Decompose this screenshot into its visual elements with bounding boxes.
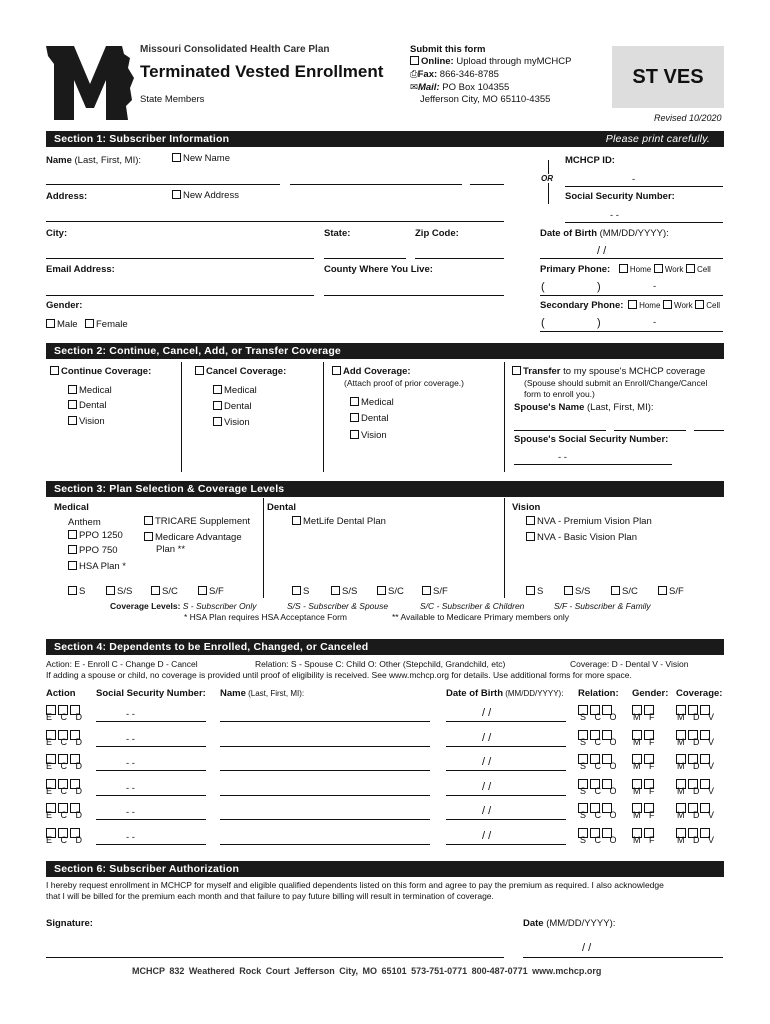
primary-home-checkbox[interactable]: Home [619, 264, 651, 275]
add-vision-checkbox[interactable]: Vision [350, 430, 387, 441]
dental-level-s[interactable]: S [292, 586, 309, 597]
primary-cell-checkbox[interactable]: Cell [686, 264, 711, 275]
cancel-vision-checkbox[interactable]: Vision [213, 417, 250, 428]
vision-level-sf[interactable]: S/F [658, 586, 684, 597]
spouse-first-name-field[interactable] [614, 430, 686, 431]
cancel-medical-checkbox[interactable]: Medical [213, 385, 257, 396]
dependent-6-name-field[interactable] [220, 844, 430, 845]
coverage-legend: Coverage: D - Dental V - Vision [570, 659, 689, 669]
female-checkbox[interactable]: Female [85, 319, 128, 330]
address-field[interactable] [46, 221, 504, 222]
zip-label: Zip Code: [415, 228, 459, 239]
add-coverage-checkbox[interactable]: Add Coverage: [332, 366, 411, 377]
secondary-cell-checkbox[interactable]: Cell [695, 300, 720, 311]
date-field[interactable] [523, 957, 723, 958]
dental-plans-heading: Dental [267, 502, 297, 513]
mchcp-id-field[interactable] [565, 186, 723, 187]
submit-title: Submit this form [410, 44, 486, 55]
primary-work-checkbox[interactable]: Work [654, 264, 684, 275]
date-label: Date (MM/DD/YYYY): [523, 918, 616, 929]
col-relation: Relation: [578, 688, 619, 699]
dependent-1-name-field[interactable] [220, 721, 430, 722]
email-label: Email Address: [46, 264, 115, 275]
transfer-coverage-checkbox[interactable]: Transfer to my spouse's MCHCP coverage [512, 366, 705, 377]
secondary-work-checkbox[interactable]: Work [663, 300, 693, 311]
city-field[interactable] [46, 258, 314, 259]
dob-label: Date of Birth (MM/DD/YYYY): [540, 228, 669, 239]
county-label: County Where You Live: [324, 264, 433, 275]
plan-name: Missouri Consolidated Health Care Plan [140, 44, 330, 55]
medicare-note: ** Available to Medicare Primary members only [392, 612, 569, 622]
dependent-3-name-field[interactable] [220, 770, 430, 771]
dependent-4-name-field[interactable] [220, 795, 430, 796]
dependent-1-dob-field[interactable] [446, 721, 566, 722]
spouse-ssn-label: Spouse's Social Security Number: [514, 434, 669, 445]
gender-label: Gender: [46, 300, 83, 311]
col-gender: Gender: [632, 688, 669, 699]
section-2-header: Section 2: Continue, Cancel, Add, or Transfer Coverage [46, 343, 724, 359]
name-label: Name (Last, First, MI): [46, 155, 142, 166]
medical-plans-heading: Medical [54, 502, 89, 513]
vision-level-s[interactable]: S [526, 586, 543, 597]
dependent-3-dob-field[interactable] [446, 770, 566, 771]
dob-field[interactable] [540, 258, 723, 259]
submit-fax: ⎙Fax: 866-346-8785 [410, 69, 499, 80]
primary-phone-field[interactable] [540, 295, 723, 296]
zip-field[interactable] [415, 258, 504, 259]
subtitle: State Members [140, 94, 205, 105]
medical-level-sf[interactable]: S/F [198, 586, 224, 597]
action-legend: Action: E - Enroll C - Change D - Cancel [46, 659, 198, 669]
medicare-advantage-checkbox[interactable]: Medicare Advantage [144, 532, 242, 543]
footer: MCHCP 832 Weathered Rock Court Jefferson City, MO 65101 573-751-0771 800-487-0771 www.mchcp.org [132, 966, 602, 976]
section-6-header: Section 6: Subscriber Authorization [46, 861, 724, 877]
dependents-note: If adding a spouse or child, no coverage is provided until proof of eligibility is received. See www.mchcp.org for details. Use additional forms for more space. [46, 670, 632, 680]
secondary-phone-row: Secondary Phone: Home Work Cell [540, 300, 720, 311]
relation-legend: Relation: S - Spouse C: Child O: Other (Stepchild, Grandchild, etc) [255, 659, 506, 669]
ppo1250-checkbox[interactable]: PPO 1250 [68, 530, 123, 541]
dependent-1-ssn-field[interactable] [96, 721, 206, 722]
col-coverage: Coverage: [676, 688, 723, 699]
submit-online: Online: Upload through myMCHCP [410, 56, 571, 67]
col-dob: Date of Birth (MM/DD/YYYY): [446, 688, 564, 699]
dental-level-ss[interactable]: S/S [331, 586, 357, 597]
dependent-5-name-field[interactable] [220, 819, 430, 820]
city-label: City: [46, 228, 68, 239]
page-title: Terminated Vested Enrollment [140, 62, 384, 81]
secondary-home-checkbox[interactable]: Home [628, 300, 660, 311]
col-ssn: Social Security Number: [96, 688, 206, 699]
tricare-checkbox[interactable]: TRICARE Supplement [144, 516, 250, 527]
anthem-label: Anthem [68, 517, 101, 528]
county-field[interactable] [324, 295, 504, 296]
vision-level-ss[interactable]: S/S [564, 586, 590, 597]
section-3-header: Section 3: Plan Selection & Coverage Levels [46, 481, 724, 497]
dependent-6-ssn-field[interactable] [96, 844, 206, 845]
dependent-4-dob-field[interactable] [446, 795, 566, 796]
medical-level-s[interactable]: S [68, 586, 85, 597]
dependent-3-ssn-field[interactable] [96, 770, 206, 771]
hsa-plan-checkbox[interactable]: HSA Plan * [68, 561, 126, 572]
last-name-field[interactable] [46, 184, 280, 185]
authorization-text-1: I hereby request enrollment in MCHCP for myself and eligible qualified dependents listed on this form and agree to pay the premium as required. I also acknowledge [46, 880, 664, 890]
spouse-ssn-field[interactable] [514, 464, 672, 465]
submit-mail-city: Jefferson City, MO 65110-4355 [420, 94, 551, 105]
address-label: Address: [46, 191, 88, 202]
fax-icon: ⎙ [410, 69, 418, 80]
dependent-5-ssn-field[interactable] [96, 819, 206, 820]
signature-field[interactable] [46, 957, 504, 958]
email-field[interactable] [46, 295, 314, 296]
col-action: Action [46, 688, 76, 699]
vision-plans-heading: Vision [512, 502, 541, 513]
coverage-levels-legend: Coverage Levels: S - Subscriber Only [110, 601, 257, 611]
dependent-4-ssn-field[interactable] [96, 795, 206, 796]
dependent-6-dob-field[interactable] [446, 844, 566, 845]
continue-medical-checkbox[interactable]: Medical [68, 385, 112, 396]
state-label: State: [324, 228, 351, 239]
cancel-coverage-checkbox[interactable]: Cancel Coverage: [195, 366, 286, 377]
section-1-header: Section 1: Subscriber Information Please print carefully. [46, 131, 724, 147]
mchcp-logo [44, 44, 136, 122]
continue-dental-checkbox[interactable]: Dental [68, 400, 106, 411]
continue-vision-checkbox[interactable]: Vision [68, 416, 105, 427]
authorization-text-2: that I will be billed for the premium each month and that failure to pay future billing will result in termination of coverage. [46, 891, 494, 901]
nva-premium-checkbox[interactable]: NVA - Premium Vision Plan [526, 516, 652, 527]
envelope-icon: ✉ [410, 82, 418, 93]
ppo750-checkbox[interactable]: PPO 750 [68, 545, 118, 556]
new-address-checkbox[interactable]: New Address [172, 190, 239, 201]
section-4-header: Section 4: Dependents to be Enrolled, Changed, or Canceled [46, 639, 724, 655]
vision-level-sc[interactable]: S/C [611, 586, 638, 597]
mchcp-id-label: MCHCP ID: [565, 155, 615, 166]
online-icon [410, 56, 419, 65]
state-field[interactable] [324, 258, 406, 259]
dependent-2-dob-field[interactable] [446, 746, 566, 747]
dependent-5-dob-field[interactable] [446, 819, 566, 820]
hsa-note: * HSA Plan requires HSA Acceptance Form [184, 612, 347, 622]
continue-coverage-checkbox[interactable]: Continue Coverage: [50, 366, 151, 377]
form-code: ST VES [612, 46, 724, 108]
dental-level-sc[interactable]: S/C [377, 586, 404, 597]
col-name: Name (Last, First, MI): [220, 688, 305, 699]
ssn-field[interactable] [565, 222, 723, 223]
primary-phone-row: Primary Phone: Home Work Cell [540, 264, 711, 275]
new-name-checkbox[interactable]: New Name [172, 153, 230, 164]
spouse-name-label: Spouse's Name (Last, First, MI): [514, 402, 654, 413]
dependent-2-name-field[interactable] [220, 746, 430, 747]
secondary-phone-field[interactable] [540, 331, 723, 332]
male-checkbox[interactable]: Male [46, 319, 78, 330]
mi-field[interactable] [470, 184, 504, 185]
submit-mail: ✉Mail: PO Box 104355 [410, 82, 510, 93]
add-dental-checkbox[interactable]: Dental [350, 413, 388, 424]
first-name-field[interactable] [290, 184, 462, 185]
medical-level-ss[interactable]: S/S [106, 586, 132, 597]
nva-basic-checkbox[interactable]: NVA - Basic Vision Plan [526, 532, 637, 543]
cancel-dental-checkbox[interactable]: Dental [213, 401, 251, 412]
medical-level-sc[interactable]: S/C [151, 586, 178, 597]
add-medical-checkbox[interactable]: Medical [350, 397, 394, 408]
dental-level-sf[interactable]: S/F [422, 586, 448, 597]
metlife-dental-checkbox[interactable]: MetLife Dental Plan [292, 516, 386, 527]
dependent-2-ssn-field[interactable] [96, 746, 206, 747]
signature-label: Signature: [46, 918, 93, 929]
attach-proof-note: (Attach proof of prior coverage.) [344, 378, 465, 388]
or-label: OR [541, 174, 553, 183]
spouse-last-name-field[interactable] [514, 430, 606, 431]
spouse-mi-field[interactable] [694, 430, 724, 431]
revised-date: Revised 10/2020 [654, 113, 722, 123]
ssn-label: Social Security Number: [565, 191, 675, 202]
